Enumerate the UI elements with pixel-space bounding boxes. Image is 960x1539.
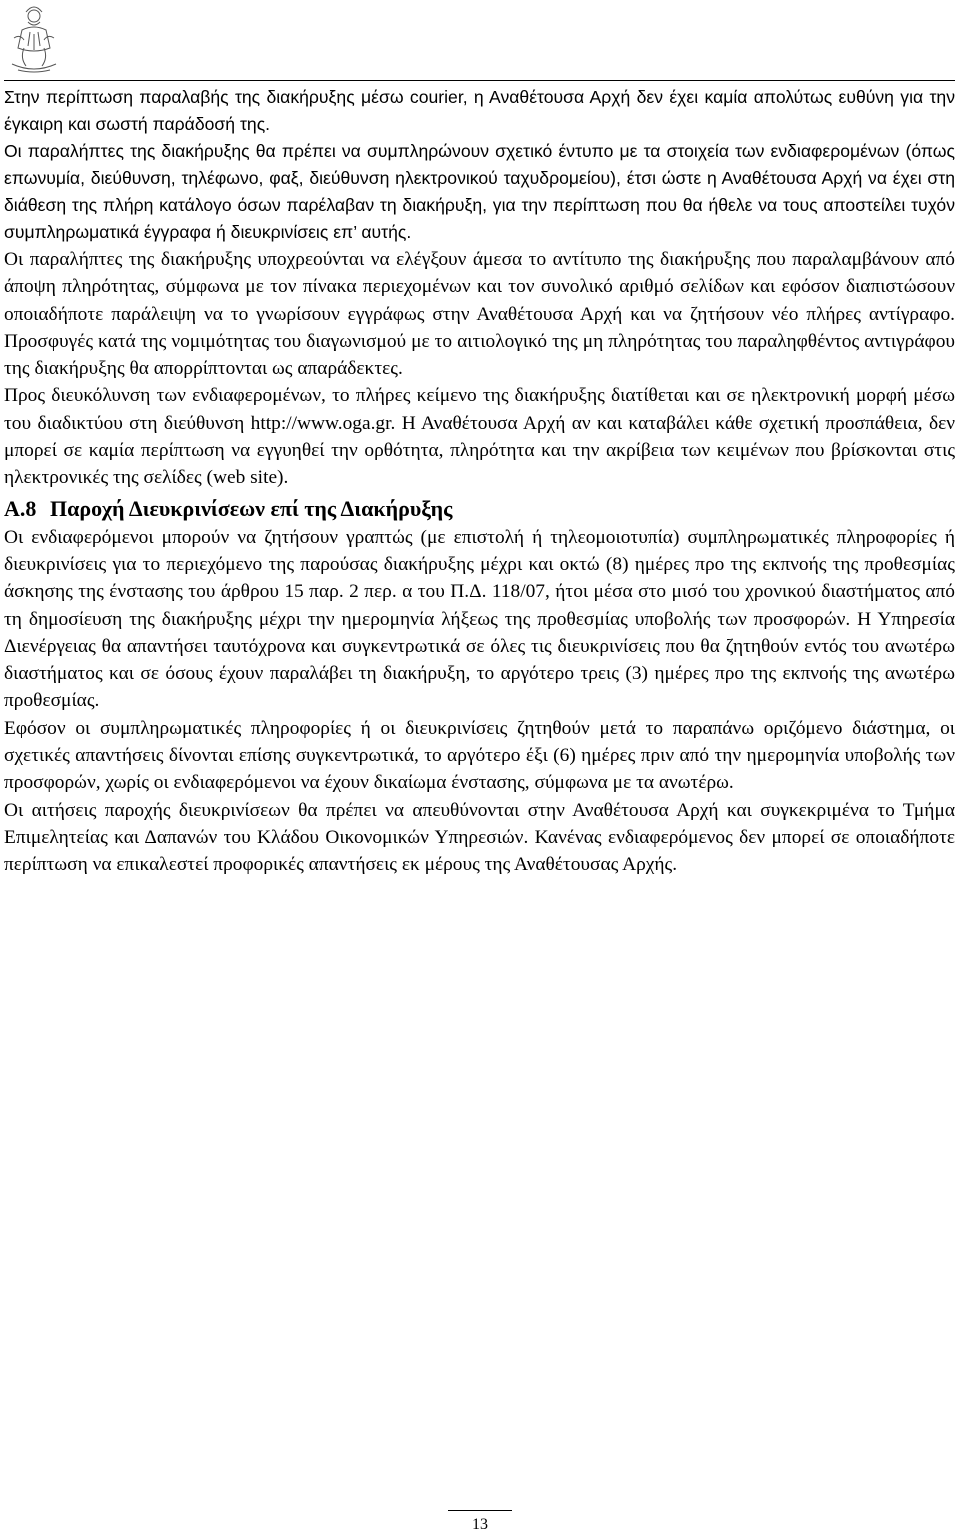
paragraph-late-clarifications: Εφόσον οι συμπληρωματικές πληροφορίες ή οι διευκρινίσεις ζητηθούν μετά το παραπάνω οριζόμενο διάστημα, οι σχετικές απαντήσεις δίνονται επίσης συγκεντρωτικά, το αργότερο έξι (6) ημέρες πριν από την ημερομηνία υποβολής των προσφορών, χωρίς οι ενδιαφερόμενοι να έχουν δικαίωμα ένστασης, σύμφωνα με τα ανωτέρω. bbox=[4, 717, 955, 794]
paragraph-recipients-form: Οι παραλήπτες της διακήρυξης θα πρέπει να συμπληρώνουν σχετικό έντυπο με τα στοιχεία των ενδιαφερομένων (όπως επωνυμία, διεύθυνση, τηλέφωνο, φαξ, διεύθυνση ηλεκτρονικού ταχυδρομείου), έτσι ώστε η Αναθέτουσα Αρχή να έχει στη διάθεση της πλήρη κατάλογο όσων παρέλαβαν τη διακήρυξη, για την περίπτωση που θα ήθελε να τους αποστείλει τυχόν συμπληρωματικά έγγραφα ή διευκρινίσεις επ’ αυτής. bbox=[4, 141, 955, 242]
paragraph-addressing-requests: Οι αιτήσεις παροχής διευκρινίσεων θα πρέπει να απευθύνονται στην Αναθέτουσα Αρχή και συγκεκριμένα το Τμήμα Επιμελητείας και Δαπανών του Κλάδου Οικονομικών Υπηρεσιών. Κανένας ενδιαφερόμενος δεν μπορεί σε οποιαδήποτε περίπτωση να επικαλεστεί προφορικές απαντήσεις εκ μέρους της Αναθέτουσας Αρχής. bbox=[4, 799, 955, 876]
paragraph-electronic-text: Προς διευκόλυνση των ενδιαφερομένων, το πλήρες κείμενο της διακήρυξης διατίθεται και σε ηλεκτρονική μορφή μέσω του διαδικτύου στη διεύθυνση http://www.oga.gr. Η Αναθέτουσα Αρχή αν και καταβάλει κάθε σχετική προσπάθεια, δεν μπορεί σε καμία περίπτωση να εγγυηθεί την ορθότητα, πληρότητα και την ακρίβεια των κειμένων που βρίσκονται στις ηλεκτρονικές της σελίδες (web site). bbox=[4, 385, 955, 489]
paragraph-clarification-requests: Οι ενδιαφερόμενοι μπορούν να ζητήσουν γραπτώς (με επιστολή ή τηλεομοιοτυπία) συμπληρωματικές πληροφορίες ή διευκρινίσεις για το περιεχόμενο της παρούσας διακήρυξης μέχρι και οκτώ (8) ημέρες προ της εκπνοής της προθεσμίας άσκησης της ένστασης του άρθρου 15 παρ. 2 περ. α του Π.Δ. 118/07, ήτοι μέσα στο μισό του χρονικού διαστήματος από τη δημοσίευση της διακήρυξης μέχρι την ημερομηνία λήξεως της προθεσμίας υποβολής των προσφορών. Η Υπηρεσία Διενέργειας θα απαντήσει ταυτόχρονα και συγκεντρωτικά σε όλες τις διευκρινίσεις που θα ζητηθούν εντός του ανωτέρω διαστήματος και σε όσους έχουν παραλάβει τη διακήρυξη, το αργότερο τρεις (3) ημέρες προ της εκπνοής της ανωτέρω προθεσμίας. bbox=[4, 526, 955, 712]
page-number: 13 bbox=[472, 1516, 488, 1533]
footer-divider bbox=[448, 1510, 512, 1511]
section-title: Παροχή Διευκρινίσεων επί της Διακήρυξης bbox=[50, 495, 453, 521]
allegorical-figure-logo bbox=[4, 2, 64, 74]
paragraph-courier-delivery: Στην περίπτωση παραλαβής της διακήρυξης μέσω courier, η Αναθέτουσα Αρχή δεν έχει καμία απολύτως ευθύνη για την έγκαιρη και σωστή παράδοσή της. bbox=[4, 87, 955, 134]
section-heading bbox=[4, 492, 955, 524]
header-divider bbox=[4, 80, 955, 81]
section-number: A.8 bbox=[4, 495, 37, 521]
paragraph-completeness-check: Οι παραλήπτες της διακήρυξης υποχρεούνται να ελέγξουν άμεσα το αντίτυπο της διακήρυξης που παραλαμβάνουν από άποψη πληρότητας, σύμφωνα με τον πίνακα περιεχομένων και τον συνολικό αριθμό σελίδων και εφόσον διαπιστώσουν οποιαδήποτε παράλειψη να το γνωρίσουν εγγράφως στην Αναθέτουσα Αρχή και να ζητήσουν νέο πλήρες αντίγραφο. Προσφυγές κατά της νομιμότητας του διαγωνισμού με το αιτιολογικό της μη πληρότητας του παραληφθέντος αντιγράφου της διακήρυξης θα απορρίπτονται ως απαράδεκτες. bbox=[4, 249, 955, 380]
document-body bbox=[4, 84, 955, 879]
